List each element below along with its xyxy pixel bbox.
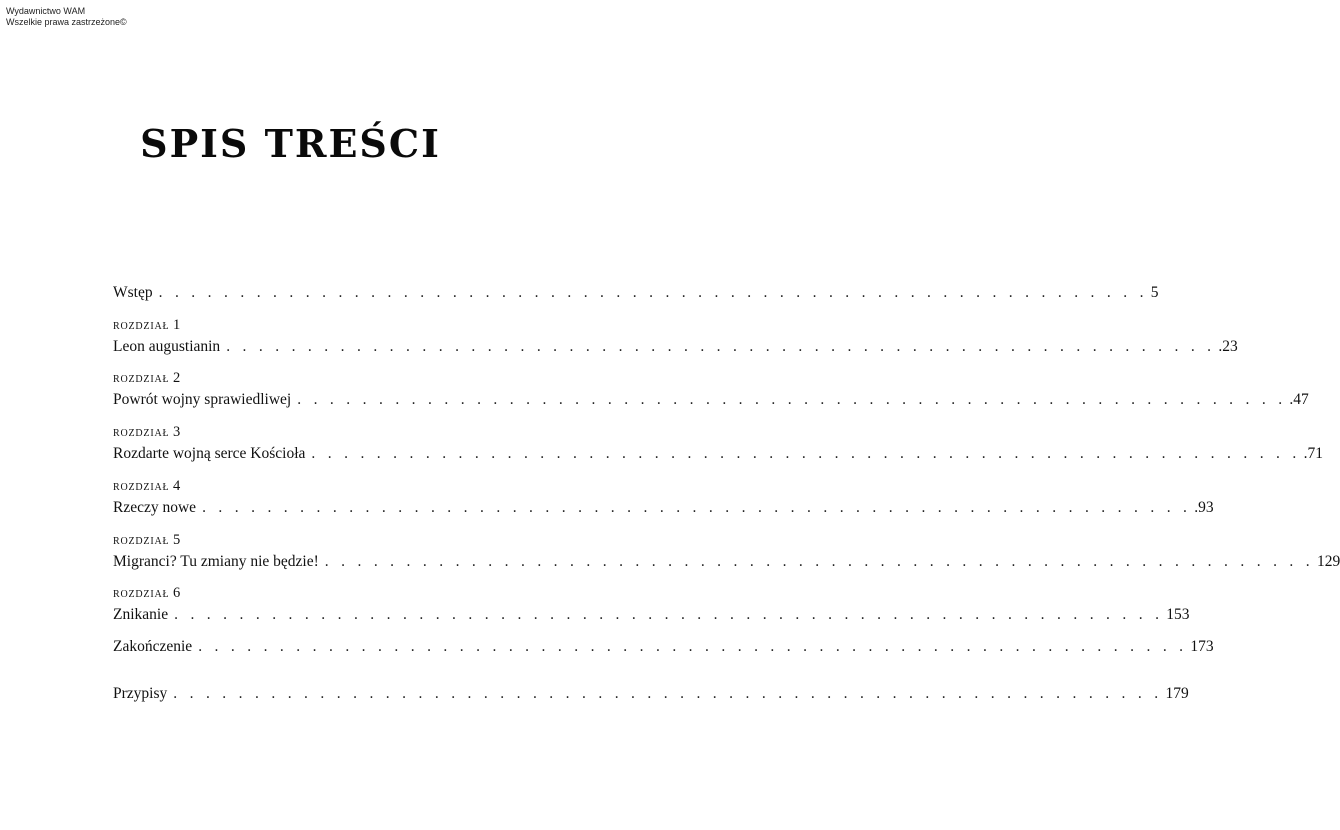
toc-entry-page: 5 <box>1150 284 1159 301</box>
dot-leader: . . . . . . . . . . . . . . . . . . . . . . . . . . . . . . . . . . . . . . . . . . . . . . . . . . . . . . . . . . . . . <box>174 606 1164 623</box>
chapter-label <box>113 423 180 441</box>
toc-entry-label: Migranci? Tu zmiany nie będzie! <box>113 553 319 570</box>
toc-entry-page: .93 <box>1194 499 1214 516</box>
toc-entry-chapter-2[interactable] <box>113 390 1309 410</box>
toc-entry-chapter-1[interactable] <box>113 337 1238 357</box>
toc-entry-intro[interactable] <box>113 283 1159 303</box>
toc-entry-label: Znikanie <box>113 606 169 623</box>
toc-entry-label: Rzeczy nowe <box>113 499 197 516</box>
chapter-label <box>113 477 180 495</box>
chapter-label <box>113 584 180 602</box>
toc-entry-conclusion[interactable] <box>113 637 1214 657</box>
chapter-word: rozdział <box>113 424 170 440</box>
dot-leader: . . . . . . . . . . . . . . . . . . . . . . . . . . . . . . . . . . . . . . . . . . . . . . . . . . . . . . . . . . . . . <box>202 499 1192 516</box>
toc-entry-label: Przypisy <box>113 685 168 702</box>
toc-entry-chapter-6[interactable] <box>113 605 1190 625</box>
chapter-word: rozdział <box>113 370 170 386</box>
toc-entry-chapter-5[interactable] <box>113 552 1340 572</box>
dot-leader: . . . . . . . . . . . . . . . . . . . . . . . . . . . . . . . . . . . . . . . . . . . . . . . . . . . . . . . . . . . . . <box>158 284 1148 301</box>
toc-entry-page: 153 <box>1166 606 1190 623</box>
toc-entry-label: Leon augustianin <box>113 338 221 355</box>
toc-entry-label: Powrót wojny sprawiedliwej <box>113 391 292 408</box>
dot-leader: . . . . . . . . . . . . . . . . . . . . . . . . . . . . . . . . . . . . . . . . . . . . . . . . . . . . . . . . . . . . . <box>311 445 1301 462</box>
toc-entry-page: 173 <box>1190 638 1214 655</box>
publisher-note <box>6 6 127 27</box>
toc-entry-page: 179 <box>1165 685 1189 702</box>
chapter-number: 3 <box>173 424 181 440</box>
copyright-notice: Wszelkie prawa zastrzeżone© <box>6 16 127 27</box>
toc-entry-page: .47 <box>1289 391 1309 408</box>
chapter-label <box>113 316 180 334</box>
chapter-word: rozdział <box>113 585 170 601</box>
dot-leader: . . . . . . . . . . . . . . . . . . . . . . . . . . . . . . . . . . . . . . . . . . . . . . . . . . . . . . . . . . . . . <box>297 391 1287 408</box>
chapter-word: rozdział <box>113 532 170 548</box>
dot-leader: . . . . . . . . . . . . . . . . . . . . . . . . . . . . . . . . . . . . . . . . . . . . . . . . . . . . . . . . . . . . . <box>173 685 1163 702</box>
chapter-word: rozdział <box>113 478 170 494</box>
toc-entry-page: .71 <box>1303 445 1323 462</box>
chapter-number: 2 <box>173 370 181 386</box>
page-title: SPIS TREŚCI <box>140 121 441 166</box>
chapter-label <box>113 369 180 387</box>
chapter-number: 6 <box>173 585 181 601</box>
toc-entry-chapter-4[interactable] <box>113 498 1214 518</box>
toc-entry-page: 129 <box>1316 553 1340 570</box>
chapter-number: 4 <box>173 478 181 494</box>
chapter-label <box>113 531 180 549</box>
toc-entry-label: Zakończenie <box>113 638 193 655</box>
chapter-word: rozdział <box>113 317 170 333</box>
toc-entry-page: .23 <box>1218 338 1238 355</box>
toc-entry-label: Wstęp <box>113 284 153 301</box>
publisher-name: Wydawnictwo WAM <box>6 6 86 16</box>
chapter-number: 5 <box>173 532 181 548</box>
chapter-number: 1 <box>173 317 181 333</box>
toc-entry-label: Rozdarte wojną serce Kościoła <box>113 445 306 462</box>
dot-leader: . . . . . . . . . . . . . . . . . . . . . . . . . . . . . . . . . . . . . . . . . . . . . . . . . . . . . . . . . . . . . <box>198 638 1188 655</box>
toc-entry-notes[interactable] <box>113 684 1189 704</box>
dot-leader: . . . . . . . . . . . . . . . . . . . . . . . . . . . . . . . . . . . . . . . . . . . . . . . . . . . . . . . . . . . . . <box>324 553 1314 570</box>
toc-entry-chapter-3[interactable] <box>113 444 1323 464</box>
dot-leader: . . . . . . . . . . . . . . . . . . . . . . . . . . . . . . . . . . . . . . . . . . . . . . . . . . . . . . . . . . . . . <box>226 338 1216 355</box>
